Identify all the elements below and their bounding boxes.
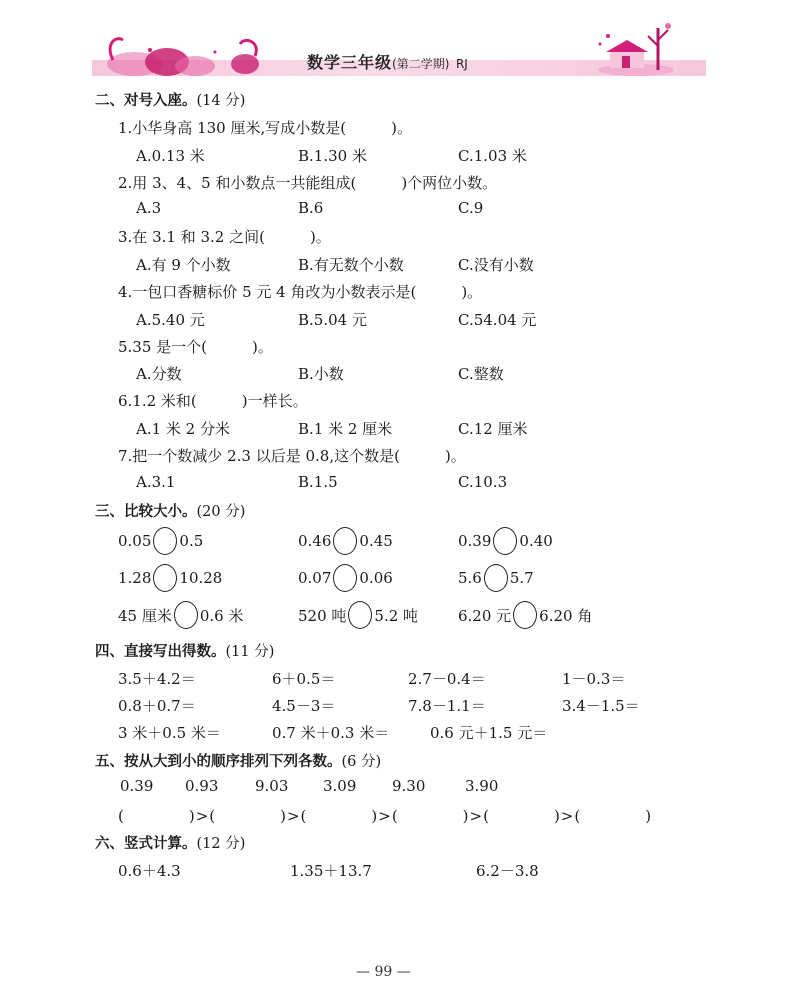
calc-item: 2.7－0.4＝ <box>408 670 486 688</box>
compare-circle[interactable] <box>174 601 198 629</box>
section-2-heading: 二、对号入座。(14 分) <box>95 93 246 109</box>
question-6-option-c: C.12 厘米 <box>458 420 528 438</box>
question-7-option-a: A.3.1 <box>136 473 176 491</box>
question-4-option-a: A.5.40 元 <box>136 311 205 329</box>
question-7-option-b: B.1.5 <box>298 473 338 491</box>
question-4-option-b: B.5.04 元 <box>298 311 367 329</box>
section-4-heading: 四、直接写出得数。(11 分) <box>95 644 275 660</box>
question-1: 1.小华身高 130 厘米,写成小数是( )。 <box>118 119 412 137</box>
compare-circle[interactable] <box>513 601 537 629</box>
compare-item: 0.05 0.5 <box>118 527 203 555</box>
calc-item: 7.8－1.1＝ <box>408 697 486 715</box>
header-title <box>307 50 468 73</box>
question-5-option-b: B.小数 <box>298 365 344 383</box>
compare-circle[interactable] <box>153 527 177 555</box>
compare-item: 5.6 5.7 <box>458 564 534 592</box>
compare-circle[interactable] <box>348 601 372 629</box>
vertical-calc-item: 6.2－3.8 <box>476 862 539 880</box>
compare-circle[interactable] <box>333 527 357 555</box>
calc-item: 1－0.3＝ <box>562 670 626 688</box>
compare-circle[interactable] <box>484 564 508 592</box>
compare-item: 520 吨 5.2 吨 <box>298 601 418 629</box>
number-item: 9.30 <box>392 777 426 795</box>
compare-item: 0.46 0.45 <box>298 527 393 555</box>
number-item: 0.93 <box>185 777 219 795</box>
question-1-option-a: A.0.13 米 <box>136 147 205 165</box>
section-5-heading: 五、按从大到小的顺序排列下列各数。(6 分) <box>95 754 382 770</box>
compare-circle[interactable] <box>493 527 517 555</box>
edition-label: RJ <box>455 57 468 71</box>
calc-item: 6＋0.5＝ <box>272 670 336 688</box>
question-4: 4.一包口香糖标价 5 元 4 角改为小数表示是( )。 <box>118 283 483 301</box>
calc-item: 3.5＋4.2＝ <box>118 670 196 688</box>
compare-circle[interactable] <box>333 564 357 592</box>
question-3: 3.在 3.1 和 3.2 之间( )。 <box>118 228 331 246</box>
question-1-option-c: C.1.03 米 <box>458 147 527 165</box>
flower-decoration-icon <box>95 30 265 78</box>
calc-item: 4.5－3＝ <box>272 697 336 715</box>
question-5: 5.35 是一个( )。 <box>118 338 273 356</box>
question-4-option-c: C.54.04 元 <box>458 311 537 329</box>
compare-item: 0.07 0.06 <box>298 564 393 592</box>
question-6-option-a: A.1 米 2 分米 <box>136 420 230 438</box>
calc-item: 3.4－1.5＝ <box>562 697 640 715</box>
question-2-option-b: B.6 <box>298 199 324 217</box>
number-item: 3.09 <box>323 777 357 795</box>
question-2-option-c: C.9 <box>458 199 484 217</box>
calc-item: 3 米＋0.5 米＝ <box>118 724 221 742</box>
house-tree-decoration-icon <box>596 14 706 76</box>
calc-item: 0.8＋0.7＝ <box>118 697 196 715</box>
question-3-option-a: A.有 9 个小数 <box>136 256 231 274</box>
question-6-option-b: B.1 米 2 厘米 <box>298 420 393 438</box>
calc-item: 0.6 元＋1.5 元＝ <box>430 724 548 742</box>
question-1-option-b: B.1.30 米 <box>298 147 367 165</box>
section-6-heading: 六、竖式计算。(12 分) <box>95 836 246 852</box>
number-item: 0.39 <box>120 777 154 795</box>
ordering-blanks[interactable]: ( )>( )>( )>( )>( )>( ) <box>118 807 653 825</box>
compare-item: 0.39 0.40 <box>458 527 553 555</box>
question-7-option-c: C.10.3 <box>458 473 508 491</box>
compare-item: 1.28 10.28 <box>118 564 222 592</box>
question-3-option-b: B.有无数个小数 <box>298 256 404 274</box>
calc-item: 0.7 米＋0.3 米＝ <box>272 724 390 742</box>
question-5-option-c: C.整数 <box>458 365 504 383</box>
question-3-option-c: C.没有小数 <box>458 256 534 274</box>
vertical-calc-item: 1.35＋13.7 <box>290 862 372 880</box>
book-title: 数学三年级 <box>307 53 393 72</box>
number-item: 9.03 <box>255 777 289 795</box>
page-number: — 99 — <box>356 964 411 980</box>
compare-item: 6.20 元 6.20 角 <box>458 601 592 629</box>
question-7: 7.把一个数减少 2.3 以后是 0.8,这个数是( )。 <box>118 447 466 465</box>
vertical-calc-item: 0.6＋4.3 <box>118 862 181 880</box>
compare-item: 45 厘米 0.6 米 <box>118 601 243 629</box>
question-2: 2.用 3、4、5 和小数点一共能组成( )个两位小数。 <box>118 174 498 192</box>
semester-label: (第二学期) <box>392 57 450 71</box>
question-2-option-a: A.3 <box>136 199 162 217</box>
compare-circle[interactable] <box>153 564 177 592</box>
section-3-heading: 三、比较大小。(20 分) <box>95 504 246 520</box>
question-6: 6.1.2 米和( )一样长。 <box>118 392 308 410</box>
number-item: 3.90 <box>465 777 499 795</box>
question-5-option-a: A.分数 <box>136 365 182 383</box>
